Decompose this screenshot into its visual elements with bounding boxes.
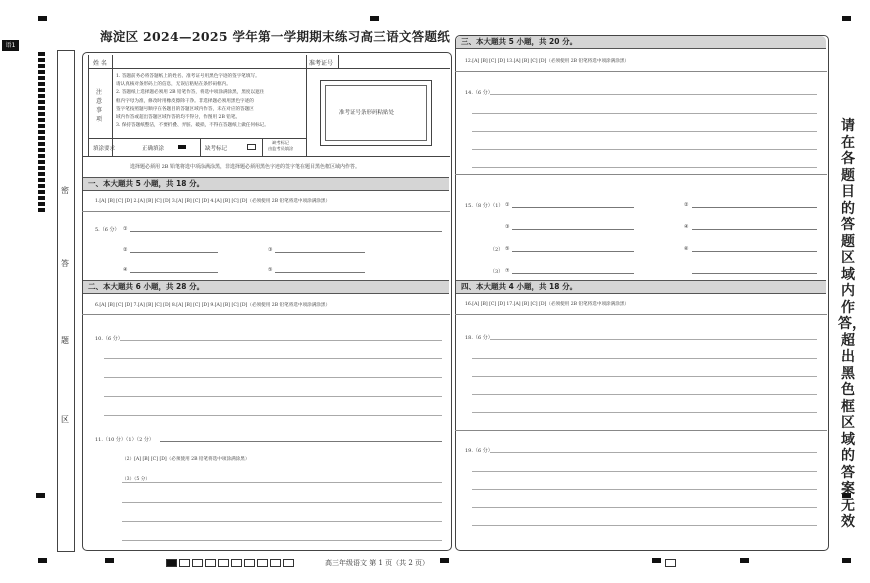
correct-fill-label: 正确填涂 bbox=[142, 146, 165, 152]
rule bbox=[82, 314, 450, 315]
q18-label: 18.（6 分） bbox=[465, 335, 493, 341]
rule bbox=[455, 71, 827, 72]
q15-blank-1[interactable] bbox=[512, 207, 634, 208]
answer-line[interactable] bbox=[472, 525, 817, 526]
answer-line[interactable] bbox=[104, 358, 442, 359]
rule bbox=[200, 138, 201, 156]
q5-blank-4[interactable] bbox=[130, 272, 218, 273]
section-1-header: 一、本大题共 5 小题，共 18 分。 bbox=[83, 177, 449, 191]
answer-line[interactable] bbox=[472, 113, 817, 114]
answer-line[interactable] bbox=[490, 339, 817, 340]
page-footer: 高三年级语文 第 1 页（共 2 页） bbox=[325, 559, 430, 567]
answer-line[interactable] bbox=[472, 131, 817, 132]
answer-line[interactable] bbox=[490, 94, 817, 95]
answer-line[interactable] bbox=[472, 471, 817, 472]
timing-dash bbox=[38, 190, 45, 194]
answer-line[interactable] bbox=[104, 396, 442, 397]
q15-blank-5-label: ⑤ bbox=[505, 246, 510, 252]
seal-char: 区 bbox=[61, 415, 69, 424]
q5-blank-2[interactable] bbox=[130, 252, 218, 253]
timing-dash bbox=[38, 64, 45, 68]
q15-blank-3-label: ③ bbox=[505, 224, 510, 230]
timing-dash bbox=[38, 58, 45, 62]
seal-char: 密 bbox=[61, 186, 69, 195]
timing-dash bbox=[38, 76, 45, 80]
rule bbox=[88, 138, 306, 139]
rule bbox=[262, 138, 263, 156]
q15-blank-5[interactable] bbox=[512, 251, 634, 252]
corner-mark bbox=[842, 16, 851, 21]
timing-dash bbox=[38, 130, 45, 134]
q5-blank-1[interactable] bbox=[130, 231, 442, 232]
correct-fill-sample bbox=[178, 145, 186, 149]
timing-dash bbox=[38, 178, 45, 182]
answer-line[interactable] bbox=[490, 452, 817, 453]
timing-dash bbox=[38, 184, 45, 188]
timing-dash bbox=[38, 100, 45, 104]
answer-line[interactable] bbox=[122, 521, 442, 522]
timing-dash bbox=[38, 172, 45, 176]
absent-note: 缺考标记 由监考员填涂 bbox=[268, 140, 294, 151]
rule bbox=[455, 430, 827, 431]
rule bbox=[82, 211, 450, 212]
section-4-header: 四、本大题共 4 小题，共 18 分。 bbox=[456, 280, 826, 294]
rule bbox=[306, 55, 307, 156]
q15-blank-3[interactable] bbox=[512, 229, 634, 230]
q11-1-answer-line[interactable] bbox=[160, 441, 442, 442]
q5-blank-3[interactable] bbox=[275, 252, 365, 253]
answer-line[interactable] bbox=[472, 394, 817, 395]
q15-blank-7-label: ⑦ bbox=[505, 268, 510, 274]
timing-dash bbox=[38, 70, 45, 74]
timing-dash bbox=[38, 94, 45, 98]
timing-dash bbox=[38, 52, 45, 56]
answer-line[interactable] bbox=[122, 482, 442, 483]
answer-line[interactable] bbox=[122, 502, 442, 503]
answer-line[interactable] bbox=[122, 540, 442, 541]
answer-line[interactable] bbox=[472, 167, 817, 168]
q15-blank-7[interactable] bbox=[512, 273, 634, 274]
q15-blank-4[interactable] bbox=[692, 229, 817, 230]
q11-3-label: （3）（5 分） bbox=[122, 477, 150, 482]
q15-label: 15.（8 分）（1） bbox=[465, 203, 504, 209]
answer-line[interactable] bbox=[472, 489, 817, 490]
timing-mark bbox=[652, 558, 661, 563]
timing-dash bbox=[38, 136, 45, 140]
rule bbox=[112, 55, 113, 156]
answer-line[interactable] bbox=[472, 507, 817, 508]
timing-mark bbox=[105, 558, 114, 563]
absent-label: 缺考标记 bbox=[205, 146, 228, 152]
q19-label: 19.（6 分） bbox=[465, 448, 493, 454]
rule bbox=[82, 156, 450, 157]
section-3-header: 三、本大题共 5 小题，共 20 分。 bbox=[456, 36, 826, 49]
answer-line[interactable] bbox=[120, 340, 442, 341]
timing-mark bbox=[370, 16, 379, 21]
q16-17-choices[interactable]: 16.[A] [B] [C] [D] 17.[A] [B] [C] [D]（必须使用 2B 铅笔将选中项涂满涂黑） bbox=[465, 302, 630, 307]
timing-dash bbox=[38, 208, 45, 212]
timing-dash bbox=[38, 148, 45, 152]
q5-blank-5[interactable] bbox=[275, 272, 365, 273]
timing-dash bbox=[38, 112, 45, 116]
q11-2-choices[interactable]: （2）[A] [B] [C] [D]（必须使用 2B 铅笔将选中项涂满涂黑） bbox=[122, 457, 250, 462]
q5-label: 5.（6 分） bbox=[95, 227, 120, 233]
right-warning: 请在各题目的答题区域内作答，超出黑色框区域的答案无效 bbox=[838, 118, 866, 530]
q15-2-label: （2） bbox=[490, 247, 504, 253]
q5-blank-3-label: ③ bbox=[268, 247, 273, 253]
q5-blank-4-label: ④ bbox=[123, 267, 128, 273]
answer-line[interactable] bbox=[104, 415, 442, 416]
timing-dash bbox=[38, 118, 45, 122]
q5-blank-1-label: ① bbox=[123, 226, 128, 232]
timing-dash bbox=[38, 202, 45, 206]
page-code-boxes-right bbox=[665, 559, 676, 567]
q15-3-label: （3） bbox=[490, 269, 504, 275]
seal-char: 题 bbox=[61, 336, 69, 345]
timing-dash bbox=[38, 142, 45, 146]
timing-dash bbox=[38, 124, 45, 128]
answer-line[interactable] bbox=[472, 358, 817, 359]
timing-mark bbox=[440, 558, 449, 563]
mc-instruction: 选择题必须用 2B 铅笔将选中项涂满涂黑，非选择题必须用黑色字迹的签字笔在题目黑色框区域内作答。 bbox=[130, 164, 361, 170]
timing-mark bbox=[36, 493, 45, 498]
barcode-box bbox=[320, 80, 432, 146]
timing-dash bbox=[38, 88, 45, 92]
timing-dash bbox=[38, 106, 45, 110]
timing-dash bbox=[38, 160, 45, 164]
answer-line[interactable] bbox=[104, 377, 442, 378]
rule bbox=[88, 55, 89, 156]
q15-blank-8[interactable] bbox=[692, 273, 817, 274]
id-label: 准考证号 bbox=[309, 60, 334, 67]
page-title: 海淀区 2024—2025 学年第一学期期末练习高三语文答题纸 bbox=[100, 29, 451, 44]
q15-blank-4-label: ④ bbox=[684, 224, 689, 230]
q14-label: 14.（6 分） bbox=[465, 90, 493, 96]
page-code-boxes bbox=[166, 559, 294, 567]
q15-blank-6-label: ⑥ bbox=[684, 246, 689, 252]
q11-label: 11.（10 分）（1）（2 分） bbox=[95, 437, 154, 443]
barcode-label: 准考证号条形码粘贴处 bbox=[339, 110, 395, 116]
corner-mark bbox=[38, 16, 47, 21]
section-2-header: 二、本大题共 6 小题，共 28 分。 bbox=[83, 280, 449, 294]
q15-blank-6[interactable] bbox=[692, 251, 817, 252]
answer-line[interactable] bbox=[472, 149, 817, 150]
q10-label: 10.（6 分） bbox=[95, 336, 123, 342]
timing-dash bbox=[38, 166, 45, 170]
q15-blank-1-label: ① bbox=[505, 202, 510, 208]
rule bbox=[88, 68, 450, 69]
seal-column bbox=[57, 50, 75, 552]
corner-mark bbox=[842, 558, 851, 563]
answer-line[interactable] bbox=[472, 412, 817, 413]
page-tag: 语1 bbox=[2, 40, 19, 51]
fill-label: 填涂要求 bbox=[93, 146, 116, 152]
rule bbox=[338, 55, 339, 68]
q5-blank-5-label: ⑤ bbox=[268, 267, 273, 273]
q15-blank-2[interactable] bbox=[692, 207, 817, 208]
q12-13-choices[interactable]: 12.[A] [B] [C] [D] 13.[A] [B] [C] [D]（必须使用 2B 铅笔将选中项涂满涂黑） bbox=[465, 59, 630, 64]
absent-checkbox[interactable] bbox=[247, 144, 256, 150]
timing-mark bbox=[740, 558, 749, 563]
rule bbox=[455, 174, 827, 175]
rule bbox=[455, 314, 827, 315]
timing-dash bbox=[38, 82, 45, 86]
corner-mark bbox=[38, 558, 47, 563]
timing-dash bbox=[38, 154, 45, 158]
q1-4-choices[interactable]: 1.[A] [B] [C] [D] 2.[A] [B] [C] [D] 3.[A] [B] [C] [D] 4.[A] [B] [C] [D]（必须使用 2B 铅笔将选中项涂满涂黑） bbox=[95, 199, 331, 204]
notice-label: 注 意 事 项 bbox=[96, 89, 103, 123]
q5-blank-2-label: ② bbox=[123, 247, 128, 253]
name-label: 姓 名 bbox=[93, 60, 107, 67]
timing-dash bbox=[38, 196, 45, 200]
q6-9-choices[interactable]: 6.[A] [B] [C] [D] 7.[A] [B] [C] [D] 8.[A] [B] [C] [D] 9.[A] [B] [C] [D]（必须使用 2B 铅笔将选中项涂满涂黑） bbox=[95, 303, 331, 308]
notice-text: 1. 答题前务必将答题纸上的姓名、准考证号用黑色字迹的签字笔填写。 请认真核对条形码上的信息，无误后粘贴在条形码框内。 2. 答题纸上选择题必须用 2B 铅笔作答，将选中项涂满涂黑，黑度以遮住 框内字母为准，修改时用橡皮擦除干净。非选择题必须用黑色字迹的 签字笔按照题号顺序在各题目的答题区域内作答，未在对应的答题区 域内作答或超出答题区域作答的均不得分，作图用 2B 铅笔。 3. 保持答题纸整洁，不要折叠、弄脏、破损，不得在答题纸上做任何标记。 bbox=[116, 74, 269, 129]
q15-blank-2-label: ② bbox=[684, 202, 689, 208]
answer-line[interactable] bbox=[472, 376, 817, 377]
seal-char: 答 bbox=[61, 259, 69, 268]
